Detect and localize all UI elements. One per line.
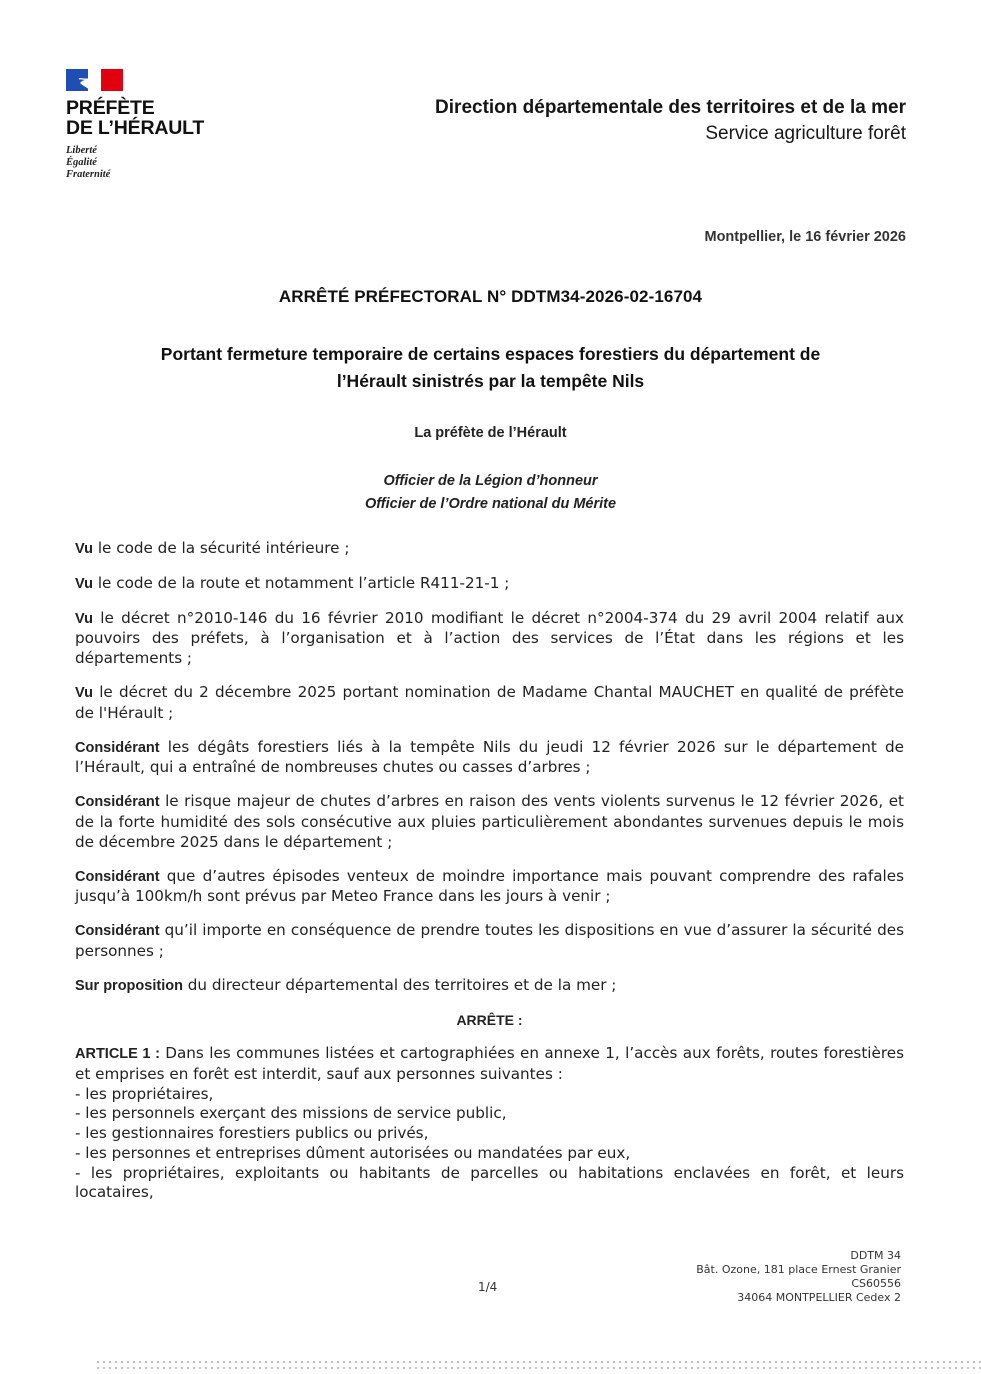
issuing-service [435,96,906,148]
recital-keyword: Considérant [75,868,160,885]
list-item: - les personnes et entreprises dûment autorisées ou mandatées par eux, [75,1143,631,1162]
footer-address [696,1249,901,1305]
signatory-honors [0,470,981,516]
article-1-exceptions [75,1085,904,1203]
recital-text: du directeur départemental des territoires et de la mer ; [182,975,617,994]
recital-keyword: Considérant [75,794,160,811]
recital [75,539,904,560]
dotted-page-edge [95,1359,981,1371]
service-name: Service agriculture forêt [705,123,906,144]
honor-merite: Officier de l’Ordre national du Mérite [364,496,617,512]
recital-text: le code de la sécurité intérieure ; [93,539,350,557]
marianne-icon [76,69,102,91]
motto-egalite: Égalité [66,157,97,168]
address-line: 34064 MONTPELLIER Cedex 2 [737,1291,901,1304]
recital-keyword: Sur proposition [75,977,183,994]
motto-fraternite: Fraternité [66,169,111,180]
recital [75,738,904,778]
page-number: 1/4 [478,1280,498,1294]
logo-line-1: PRÉFÈTE [66,97,155,119]
recital-text: que d’autres épisodes venteux de moindre importance mais pouvant comprendre des rafales jusqu’à 100km/h sont prévus par Meteo France dans les jours à venir ; [75,866,904,906]
direction-name: Direction départementale des territoires et de la mer [435,97,906,118]
address-line: DDTM 34 [850,1249,901,1262]
list-item: - les gestionnaires forestiers publics ou privés, [75,1124,429,1143]
recital [75,609,904,669]
republic-motto [66,145,226,181]
logo-line-2: DE L’HÉRAULT [66,117,205,139]
list-item: - les personnels exerçant des missions de service public, [75,1104,507,1123]
address-line: CS60556 [851,1277,901,1290]
recital [75,976,904,997]
recital-keyword: Vu [75,610,93,627]
motto-liberte: Liberté [66,145,97,156]
recital [75,867,904,907]
address-line: Bât. Ozone, 181 place Ernest Granier [696,1263,901,1276]
document-body [75,539,904,1203]
recital-keyword: Vu [75,685,93,702]
document-title: ARRÊTÉ PRÉFECTORAL N° DDTM34-2026-02-16704 [278,287,703,306]
recital [75,574,904,595]
recital-text: le code de la route et notamment l’article R411-21-1 ; [93,573,510,592]
recital [75,683,904,723]
recital-text: le risque majeur de chutes d’arbres en raison des vents violents survenus le 12 février 2026, et de la forte humidité des sols consécutive aux pluies particulièrement abondantes survenues depuis le mois de décembre 2025 dans le département ; [75,792,904,851]
list-item: - les propriétaires, [75,1084,214,1103]
honor-legion: Officier de la Légion d’honneur [383,473,598,489]
article-1-label: ARTICLE 1 : [75,1046,160,1063]
list-item: - les propriétaires, exploitants ou habitants de parcelles ou habitations enclavées en forêt, et leurs locataires, [75,1163,904,1202]
signatory: La préfète de l’Hérault [414,425,567,441]
prefecture-logo [66,69,226,181]
recital [75,792,904,852]
article-1-text: Dans les communes listées et cartographiées en annexe 1, l’accès aux forêts, routes forestières et emprises en forêt est interdit, sauf aux personnes suivantes : [75,1044,905,1084]
recital-text: le décret du 2 décembre 2025 portant nomination de Madame Chantal MAUCHET en qualité de préfète de l'Hérault ; [75,683,904,722]
recital-keyword: Vu [75,575,93,592]
recital-text: qu’il importe en conséquence de prendre toutes les dispositions en vue d’assurer la sécurité des personnes ; [75,921,904,960]
logo-title [66,98,226,138]
recital-text: le décret n°2010-146 du 16 février 2010 modifiant le décret n°2004-374 du 29 avril 2004 relatif aux pouvoirs des préfets, à l’organisation et à l’action des services de l’État dans les régions et les départements ; [75,608,904,668]
recital-keyword: Vu [75,541,93,557]
recital-text: les dégâts forestiers liés à la tempête Nils du jeudi 12 février 2026 sur le département de l’Hérault, qui a entraîné de nombreuses chutes ou casses d’arbres ; [75,737,904,777]
document-date: Montpellier, le 16 février 2026 [704,229,906,245]
french-flag-icon [66,69,123,91]
document-subject [0,341,981,395]
article-1 [75,1044,904,1084]
subject-line-1: Portant fermeture temporaire de certains espaces forestiers du département de [160,344,821,364]
arrete-heading: ARRÊTE : [456,1011,523,1028]
recital-keyword: Considérant [75,739,160,756]
recital-keyword: Considérant [75,923,160,940]
subject-line-2: l’Hérault sinistrés par la tempête Nils [336,371,645,391]
recital [75,921,904,961]
